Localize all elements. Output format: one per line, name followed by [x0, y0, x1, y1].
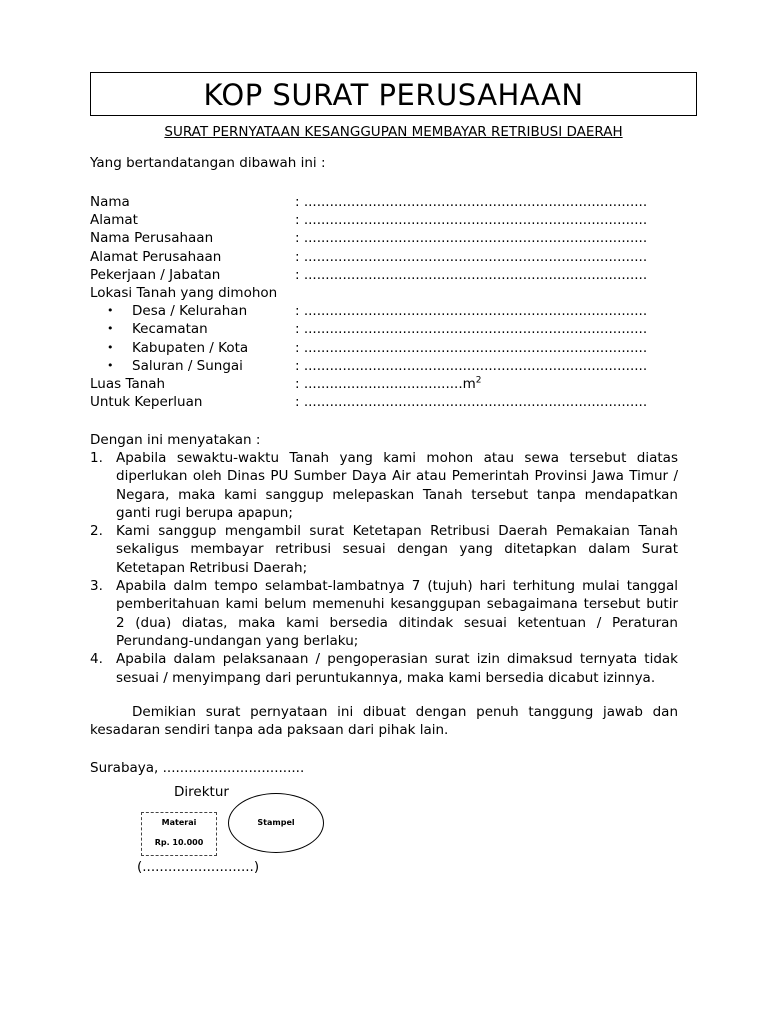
field-label: Kecamatan — [132, 321, 208, 338]
field-row-alamat — [90, 211, 690, 229]
statement-text: Apabila dalm tempo selambat-lambatnya 7 (tujuh) hari terhitung mulai tanggal pemberitahuan kami belum memenuhi kesanggupan sebagaimana tersebut butir 2 (dua) diatas, maka kami bersedia ditindak sesuai ketentuan / Peraturan Perundang-undangan yang berlaku; — [116, 578, 678, 649]
materai-label: Materai — [161, 818, 197, 827]
unit-superscript: 2 — [475, 375, 482, 386]
statement-item — [90, 650, 678, 687]
field-value: : ................................................................................ — [295, 266, 648, 283]
intro-text: Yang bertandatangan dibawah ini : — [90, 155, 326, 171]
letterhead-title: KOP SURAT PERUSAHAAN — [90, 72, 697, 116]
closing-paragraph: Demikian surat pernyataan ini dibuat dengan penuh tanggung jawab dan kesadaran sendiri tanpa ada paksaan dari pihak lain. — [90, 704, 678, 739]
document-title: SURAT PERNYATAAN KESANGGUPAN MEMBAYAR RETRIBUSI DAERAH — [164, 124, 623, 140]
field-label: Lokasi Tanah yang dimohon — [90, 284, 278, 301]
statement-item — [90, 577, 678, 650]
field-value — [295, 375, 482, 393]
field-value: : ................................................................................ — [295, 248, 648, 265]
place-date: Surabaya, ................................. — [90, 760, 305, 776]
field-value-text: : .....................................m — [295, 375, 476, 392]
bullet-icon: • — [107, 322, 114, 336]
field-label: Alamat Perusahaan — [90, 248, 222, 265]
field-row-nama-perusahaan — [90, 229, 690, 247]
field-row-keperluan — [90, 393, 690, 411]
field-row-desa — [90, 302, 690, 320]
field-row-kecamatan — [90, 320, 690, 338]
field-row-alamat-perusahaan — [90, 248, 690, 266]
field-value: : ................................................................................ — [295, 303, 648, 320]
field-row-kabupaten — [90, 339, 690, 357]
statement-item — [90, 522, 678, 577]
field-value: : ................................................................................ — [295, 230, 648, 247]
field-label: Desa / Kelurahan — [132, 303, 248, 320]
bullet-icon: • — [107, 304, 114, 318]
field-label: Untuk Keperluan — [90, 394, 203, 411]
statement-item — [90, 449, 678, 522]
company-stamp-placeholder: Stampel — [228, 793, 324, 853]
field-value: : ................................................................................ — [295, 321, 648, 338]
field-value: : ................................................................................ — [295, 339, 648, 356]
field-label: Pekerjaan / Jabatan — [90, 266, 221, 283]
field-row-saluran — [90, 357, 690, 375]
field-label: Saluran / Sungai — [132, 357, 243, 374]
field-label: Kabupaten / Kota — [132, 339, 249, 356]
field-label: Nama Perusahaan — [90, 230, 214, 247]
signer-role: Direktur — [174, 784, 229, 800]
statement-text: Apabila sewaktu-waktu Tanah yang kami mohon atau sewa tersebut diatas diperlukan oleh Dinas PU Sumber Daya Air atau Pemerintah Provinsi Jawa Timur / Negara, maka kami sanggup melepaskan Tanah tersebut tanpa mendapatkan ganti rugi berupa apapun; — [116, 450, 678, 521]
signer-name-placeholder: (..........................) — [137, 859, 260, 875]
statement-number: 2. — [90, 523, 103, 540]
field-row-lokasi — [90, 284, 690, 302]
materai-value: Rp. 10.000 — [154, 838, 204, 847]
bullet-icon: • — [107, 358, 114, 372]
field-row-luas — [90, 375, 690, 393]
statement-list — [90, 449, 678, 687]
statement-number: 1. — [90, 450, 103, 466]
materai-stamp-box — [141, 812, 217, 856]
field-label: Nama — [90, 194, 130, 210]
statement-text: Apabila dalam pelaksanaan / pengoperasian surat izin dimaksud ternyata tidak sesuai / menyimpang dari peruntukannya, maka kami bersedia dicabut izinnya. — [116, 651, 678, 686]
field-label: Alamat — [90, 212, 138, 229]
bullet-icon: • — [107, 340, 114, 354]
field-value: : ................................................................................ — [295, 212, 648, 229]
statement-number: 3. — [90, 578, 103, 595]
field-label: Luas Tanah — [90, 375, 166, 392]
identity-fields — [90, 193, 690, 411]
field-value: : ................................................................................ — [295, 357, 648, 374]
field-row-pekerjaan — [90, 266, 690, 284]
statement-number: 4. — [90, 651, 103, 668]
field-row-nama — [90, 193, 690, 211]
declaration-intro: Dengan ini menyatakan : — [90, 432, 261, 448]
field-value: : ................................................................................ — [295, 394, 648, 411]
field-value: : ................................................................................ — [295, 194, 648, 210]
statement-text: Kami sanggup mengambil surat Ketetapan Retribusi Daerah Pemakaian Tanah sekaligus membayar retribusi sesuai dengan yang ditetapkan dalam Surat Ketetapan Retribusi Daerah; — [116, 523, 678, 576]
